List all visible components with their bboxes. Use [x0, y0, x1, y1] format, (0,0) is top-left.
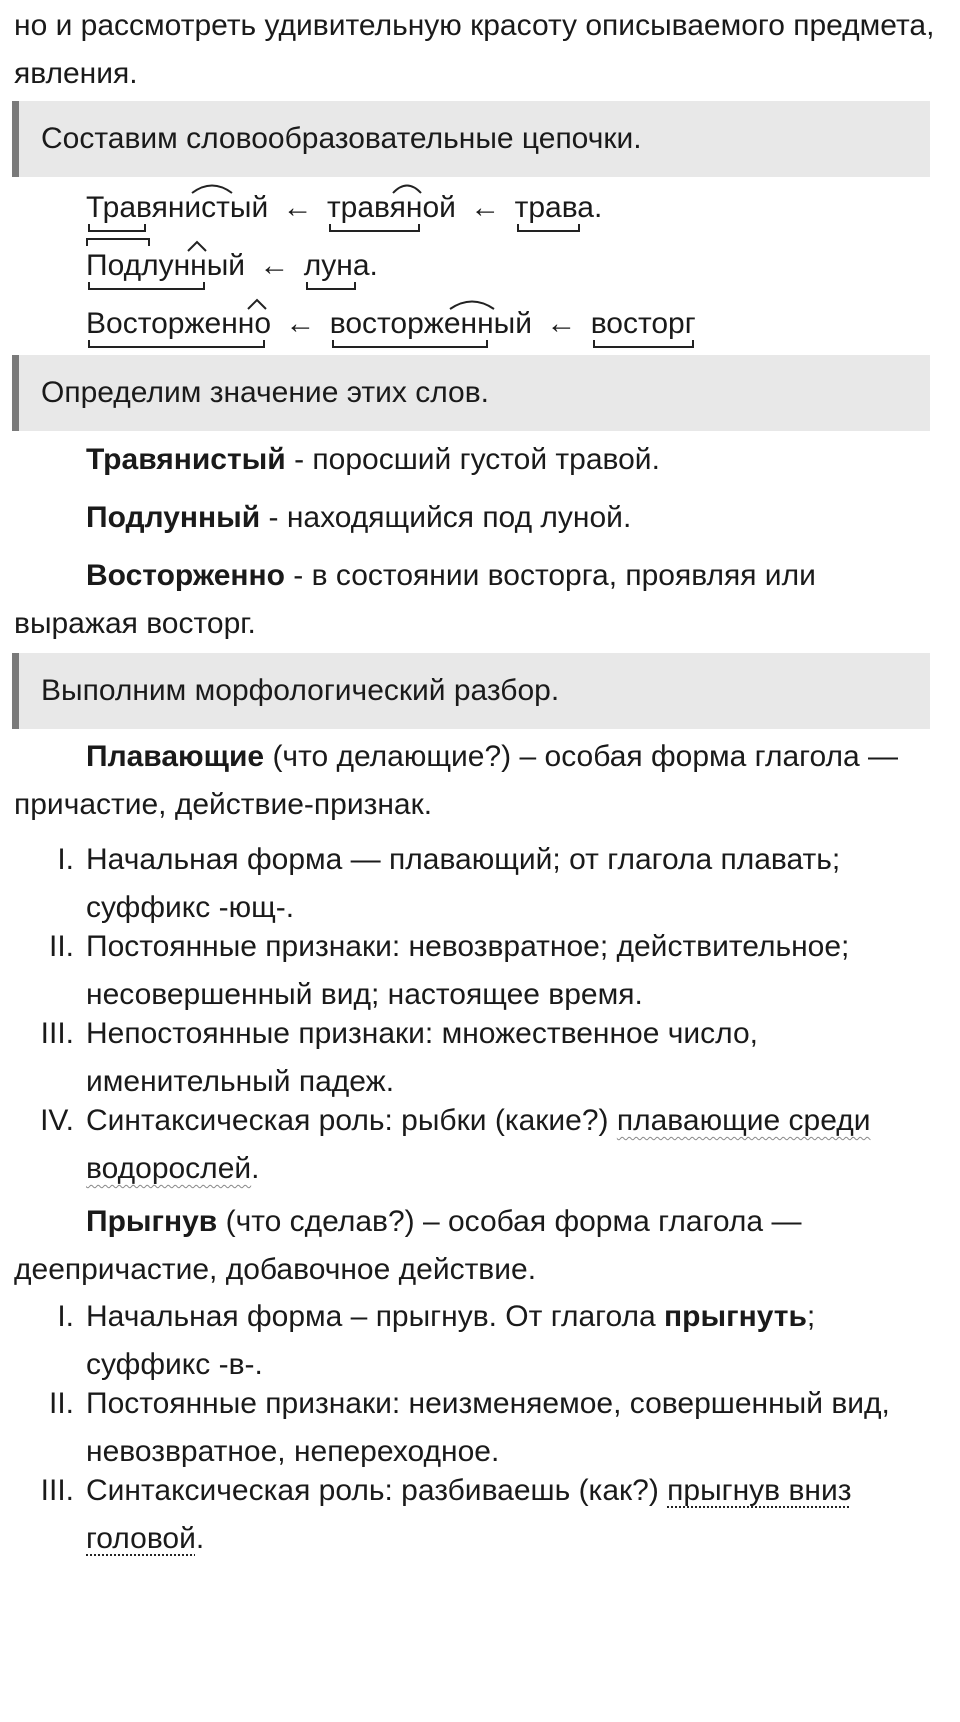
section-title: Составим словообразовательные цепочки.: [41, 122, 642, 155]
gerund-paragraph: Прыгнув (что сделав?) – особая форма глагола — деепричастие, добавочное действие.: [14, 1205, 802, 1286]
meaning-paragraph: Травянистый - поросший густой травой.: [86, 443, 660, 476]
chain-word: Восторженно: [86, 304, 271, 344]
section-title: Выполним морфологический разбор.: [41, 674, 560, 707]
participle-paragraph: Плавающие (что делающие?) – особая форма глагола — причастие, действие-признак.: [14, 740, 898, 821]
section-title: Определим значение этих слов.: [41, 376, 489, 409]
chain-word: восторженный: [330, 304, 532, 344]
chain-word: восторг: [591, 304, 696, 344]
meaning-paragraph: Восторженно - в состоянии восторга, проявляя или выражая восторг.: [14, 559, 816, 640]
chain-word: трава: [515, 188, 594, 228]
derivation-chain-2: Подлунный ← луна .: [86, 246, 378, 286]
derivation-chain-1: Травянистый ← травяной ← трава .: [86, 188, 602, 228]
spellcheck-underline: плавающие среди водорослей: [86, 1104, 871, 1185]
arrow-left-icon: ←: [282, 191, 313, 224]
arrow-left-icon: ←: [470, 191, 501, 224]
section-header-chains: [12, 101, 930, 177]
dotted-underline: прыгнув вниз головой: [86, 1474, 852, 1555]
section-header-meaning: [12, 355, 930, 431]
section-header-morph: [12, 653, 930, 729]
arrow-left-icon: ←: [285, 307, 316, 340]
arrow-left-icon: ←: [259, 249, 290, 282]
arrow-left-icon: ←: [546, 307, 577, 340]
derivation-chain-3: [86, 304, 696, 344]
chain-word: луна: [304, 246, 370, 286]
meaning-paragraph: Подлунный - находящийся под луной.: [86, 501, 632, 534]
chain-word: Травянистый: [86, 188, 268, 228]
chain-word: травяной: [327, 188, 456, 228]
chain-word: Подлунный: [86, 246, 245, 286]
intro-paragraph: но и рассмотреть удивительную красоту описываемого предмета, явления.: [14, 9, 935, 90]
